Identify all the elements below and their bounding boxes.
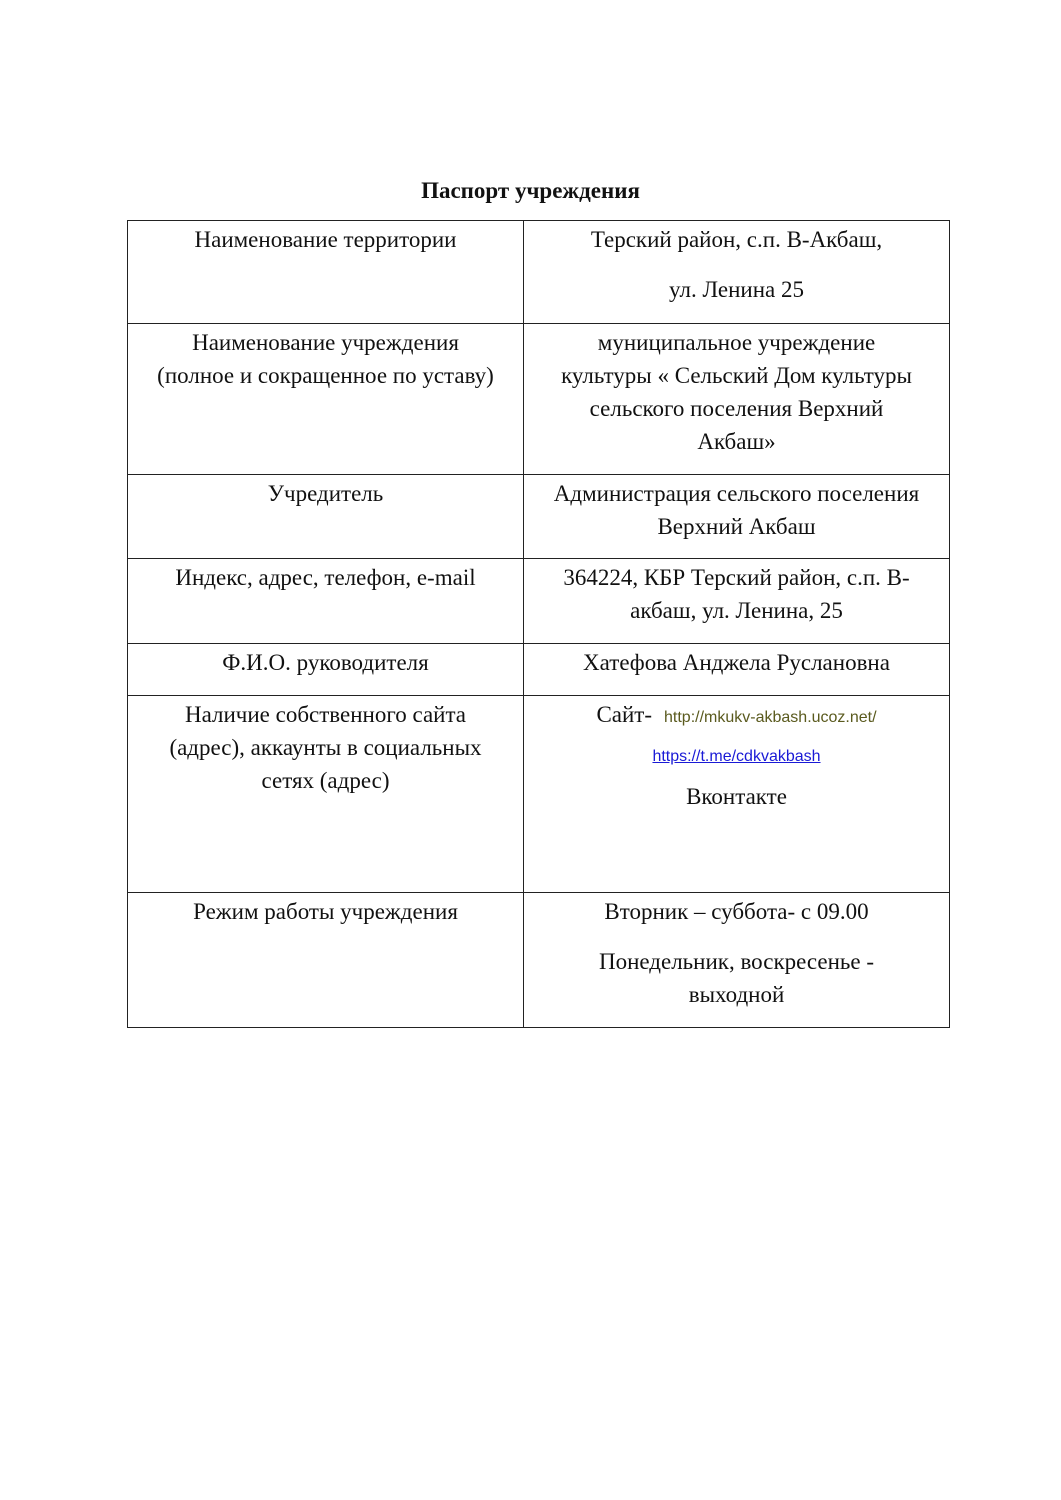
label-cell-hours bbox=[128, 893, 524, 1028]
value-founder-line-1: Администрация сельского поселения bbox=[553, 481, 920, 506]
passport-table bbox=[127, 220, 950, 1028]
label-cell-head bbox=[128, 644, 524, 696]
label-founder: Учредитель bbox=[267, 481, 384, 506]
value-cell-address bbox=[524, 559, 950, 644]
label-website-line-3: сетях (адрес) bbox=[261, 768, 390, 793]
value-institution-name-line-4: Акбаш» bbox=[697, 429, 776, 454]
label-institution-name-line-1: Наименование учреждения bbox=[192, 330, 459, 355]
table-row-address bbox=[128, 559, 950, 644]
site-line bbox=[532, 698, 941, 734]
value-address-line-1: 364224, КБР Терский район, с.п. В- bbox=[563, 565, 910, 590]
document-title: Паспорт учреждения bbox=[421, 178, 640, 203]
value-cell-head bbox=[524, 644, 950, 696]
value-institution-name-line-3: сельского поселения Верхний bbox=[589, 396, 884, 421]
value-hours-line-1: Вторник – суббота- с 09.00 bbox=[604, 899, 869, 924]
social-vkontakte[interactable]: Вконтакте bbox=[686, 784, 787, 809]
label-head: Ф.И.О. руководителя bbox=[222, 650, 429, 675]
site-prefix: Сайт- bbox=[596, 702, 653, 727]
label-cell-website bbox=[128, 696, 524, 893]
value-head: Хатефова Анджела Руслановна bbox=[583, 650, 890, 675]
value-cell-institution-name bbox=[524, 324, 950, 475]
label-cell-institution-name bbox=[128, 324, 524, 475]
label-cell-territory bbox=[128, 221, 524, 324]
label-territory: Наименование территории bbox=[194, 227, 457, 252]
value-territory-line-1: Терский район, с.п. В-Акбаш, bbox=[590, 227, 883, 252]
site-link[interactable]: http://mkukv-akbash.ucoz.net/ bbox=[664, 709, 877, 726]
telegram-link[interactable]: https://t.me/cdkvakbash bbox=[652, 748, 821, 765]
value-cell-website bbox=[524, 696, 950, 893]
value-hours-line-3: выходной bbox=[688, 982, 785, 1007]
table-row-hours bbox=[128, 893, 950, 1028]
value-territory-line-2: ул. Ленина 25 bbox=[668, 277, 804, 302]
label-cell-founder bbox=[128, 475, 524, 559]
label-institution-name-line-2: (полное и сокращенное по уставу) bbox=[157, 363, 494, 388]
label-website-line-1: Наличие собственного сайта bbox=[184, 702, 467, 727]
value-address-line-2: акбаш, ул. Ленина, 25 bbox=[630, 598, 843, 623]
label-address: Индекс, адрес, телефон, e-mail bbox=[175, 565, 476, 590]
value-cell-hours bbox=[524, 893, 950, 1028]
value-institution-name-line-1: муниципальное учреждение bbox=[597, 330, 876, 355]
table-row-head bbox=[128, 644, 950, 696]
table-row-website bbox=[128, 696, 950, 893]
value-cell-territory bbox=[524, 221, 950, 324]
table-row-founder bbox=[128, 475, 950, 559]
table-row-territory bbox=[128, 221, 950, 324]
value-hours-line-2: Понедельник, воскресенье - bbox=[598, 949, 875, 974]
label-hours: Режим работы учреждения bbox=[193, 899, 458, 924]
value-cell-founder bbox=[524, 475, 950, 559]
label-website-line-2: (адрес), аккаунты в социальных bbox=[169, 735, 482, 760]
value-founder-line-2: Верхний Акбаш bbox=[657, 514, 816, 539]
value-institution-name-line-2: культуры « Сельский Дом культуры bbox=[561, 363, 912, 388]
table-row-institution-name bbox=[128, 324, 950, 475]
label-cell-address bbox=[128, 559, 524, 644]
